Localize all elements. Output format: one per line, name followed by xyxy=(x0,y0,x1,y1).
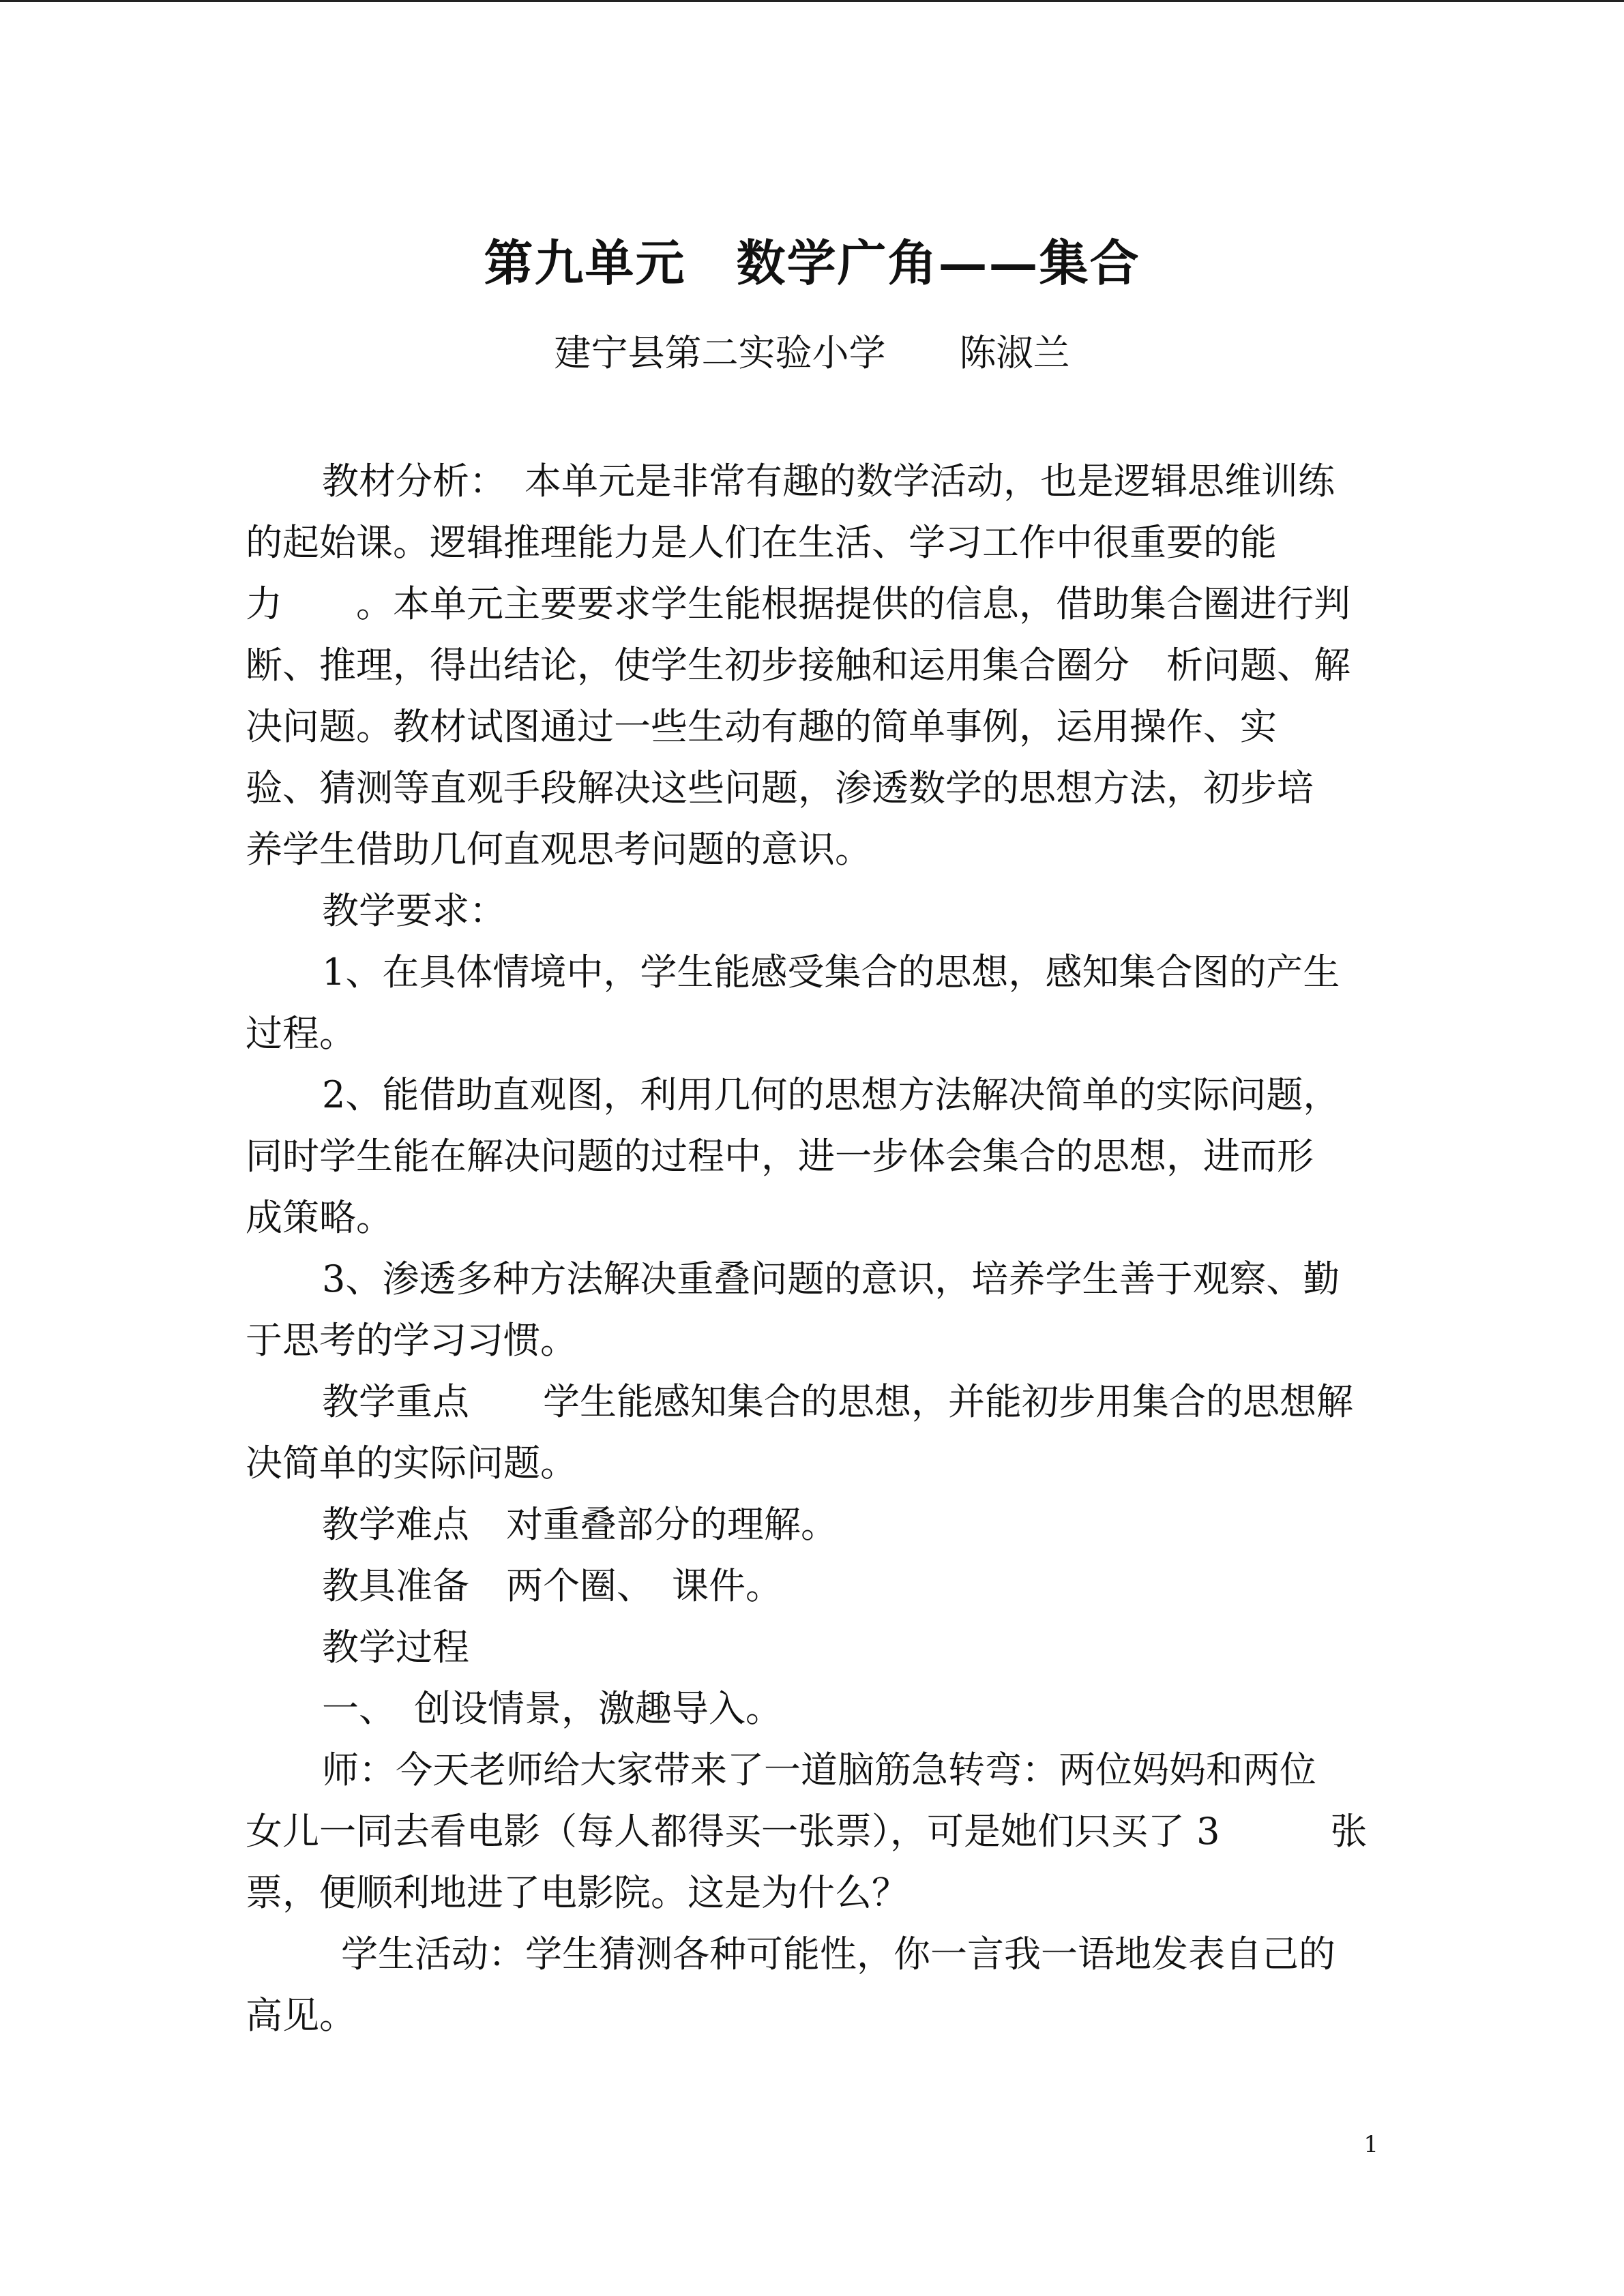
paragraph-line: 决问题。教材试图通过一些生动有趣的简单事例，运用操作、实 xyxy=(246,705,1277,748)
paragraph-line: 3、渗透多种方法解决重叠问题的意识，培养学生善于观察、勤 xyxy=(322,1257,1340,1300)
paragraph-line: 决简单的实际问题。 xyxy=(246,1442,577,1485)
paragraph-line: 女儿一同去看电影（每人都得买一张票），可是她们只买了 3 张 xyxy=(246,1810,1368,1853)
paragraph-line: 教学难点 对重叠部分的理解。 xyxy=(322,1503,838,1546)
top-border xyxy=(0,0,1624,2)
paragraph-line: 验、猜测等直观手段解决这些问题，渗透数学的思想方法，初步培 xyxy=(246,766,1314,809)
paragraph-line: 师：今天老师给大家带来了一道脑筋急转弯：两位妈妈和两位 xyxy=(322,1748,1316,1791)
paragraph-line: 教学重点 学生能感知集合的思想，并能初步用集合的思想解 xyxy=(322,1380,1353,1423)
paragraph-line: 一、 创设情景，激趣导入。 xyxy=(322,1687,782,1730)
paragraph-line: 成策略。 xyxy=(246,1196,393,1239)
paragraph-line: 断、推理，得出结论，使学生初步接触和运用集合圈分 析问题、解 xyxy=(246,644,1350,687)
document-title: 第九单元 数学广角——集合 xyxy=(484,234,1140,292)
section-heading: 教学过程 xyxy=(322,1626,469,1669)
paragraph-line: 的起始课。逻辑推理能力是人们在生活、学习工作中很重要的能 xyxy=(246,521,1277,564)
paragraph-line: 学生活动：学生猜测各种可能性，你一言我一语地发表自己的 xyxy=(341,1933,1335,1976)
paragraph-line: 1、在具体情境中，学生能感受集合的思想，感知集合图的产生 xyxy=(322,951,1340,994)
section-heading: 教学要求： xyxy=(322,889,506,932)
paragraph-line: 票，便顺利地进了电影院。这是为什么？ xyxy=(246,1871,909,1914)
paragraph-line: 过程。 xyxy=(246,1012,356,1055)
paragraph-line: 力 。本单元主要要求学生能根据提供的信息，借助集合圈进行判 xyxy=(246,582,1350,625)
paragraph-line: 高见。 xyxy=(246,1994,356,2037)
paragraph-line: 教具准备 两个圈、 课件。 xyxy=(322,1564,782,1607)
paragraph-line: 同时学生能在解决问题的过程中，进一步体会集合的思想，进而形 xyxy=(246,1135,1314,1178)
paragraph-line: 教材分析： 本单元是非常有趣的数学活动，也是逻辑思维训练 xyxy=(322,460,1335,503)
paragraph-line: 于思考的学习习惯。 xyxy=(246,1319,577,1362)
document-subtitle: 建宁县第二实验小学 陈淑兰 xyxy=(554,331,1070,374)
paragraph-line: 养学生借助几何直观思考问题的意识。 xyxy=(246,828,872,871)
page-number: 1 xyxy=(1363,2131,1378,2158)
paragraph-line: 2、能借助直观图，利用几何的思想方法解决简单的实际问题， xyxy=(322,1073,1340,1116)
